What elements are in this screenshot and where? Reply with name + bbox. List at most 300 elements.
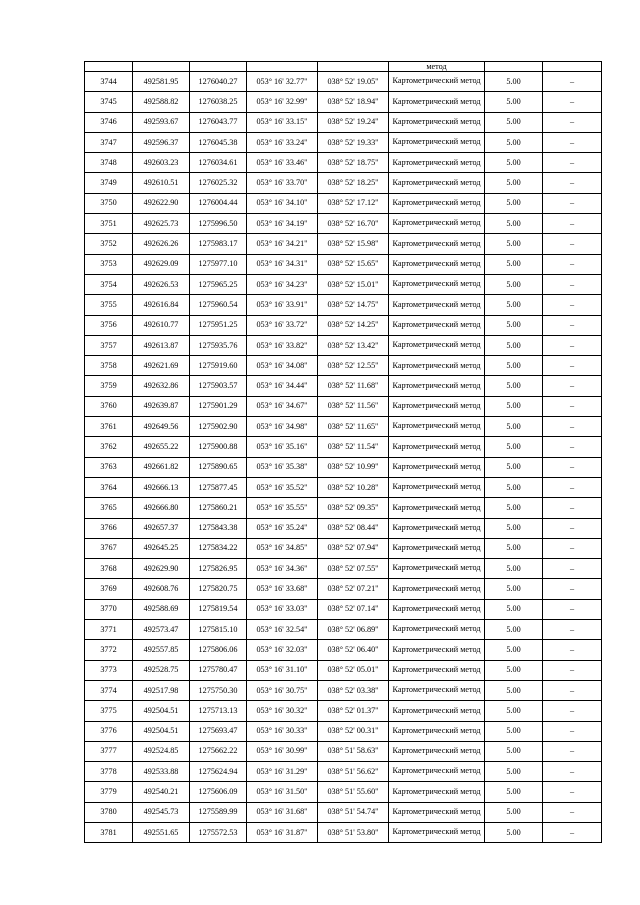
longitude-cell: 038° 52' 14.25" <box>318 315 389 335</box>
description-cell: – <box>543 620 602 640</box>
y-coordinate-cell: 1275589.99 <box>190 802 247 822</box>
accuracy-cell: 5.00 <box>485 193 543 213</box>
accuracy-cell: 5.00 <box>485 782 543 802</box>
table-row <box>85 234 602 254</box>
latitude-cell: 053° 16' 33.15" <box>247 112 318 132</box>
latitude-cell: 053° 16' 30.99" <box>247 741 318 761</box>
description-cell: – <box>543 376 602 396</box>
accuracy-cell: 5.00 <box>485 396 543 416</box>
longitude-cell: 038° 52' 05.01" <box>318 660 389 680</box>
point-number-cell: 3759 <box>85 376 133 396</box>
y-coordinate-cell: 1276040.27 <box>190 72 247 92</box>
point-number-cell: 3762 <box>85 437 133 457</box>
x-coordinate-cell: 492629.09 <box>133 254 190 274</box>
x-coordinate-cell: 492626.53 <box>133 274 190 294</box>
header-cell <box>247 62 318 72</box>
longitude-cell: 038° 52' 03.38" <box>318 680 389 700</box>
latitude-cell: 053° 16' 31.29" <box>247 762 318 782</box>
table-row <box>85 153 602 173</box>
accuracy-cell: 5.00 <box>485 538 543 558</box>
x-coordinate-cell: 492639.87 <box>133 396 190 416</box>
x-coordinate-cell: 492625.73 <box>133 214 190 234</box>
table-row <box>85 335 602 355</box>
description-cell: – <box>543 640 602 660</box>
description-cell: – <box>543 457 602 477</box>
table-row <box>85 762 602 782</box>
y-coordinate-cell: 1275843.38 <box>190 518 247 538</box>
continued-header-row <box>85 62 602 72</box>
accuracy-cell: 5.00 <box>485 640 543 660</box>
point-number-cell: 3776 <box>85 721 133 741</box>
y-coordinate-cell: 1275693.47 <box>190 721 247 741</box>
point-number-cell: 3772 <box>85 640 133 660</box>
latitude-cell: 053° 16' 35.38" <box>247 457 318 477</box>
latitude-cell: 053° 16' 31.68" <box>247 802 318 822</box>
accuracy-cell: 5.00 <box>485 295 543 315</box>
description-cell: – <box>543 234 602 254</box>
x-coordinate-cell: 492649.56 <box>133 417 190 437</box>
x-coordinate-cell: 492603.23 <box>133 153 190 173</box>
accuracy-cell: 5.00 <box>485 660 543 680</box>
y-coordinate-cell: 1276004.44 <box>190 193 247 213</box>
longitude-cell: 038° 51' 54.74" <box>318 802 389 822</box>
y-coordinate-cell: 1275713.13 <box>190 701 247 721</box>
latitude-cell: 053° 16' 35.24" <box>247 518 318 538</box>
description-cell: – <box>543 822 602 842</box>
accuracy-cell: 5.00 <box>485 437 543 457</box>
accuracy-cell: 5.00 <box>485 214 543 234</box>
description-cell: – <box>543 396 602 416</box>
y-coordinate-cell: 1275877.45 <box>190 477 247 497</box>
longitude-cell: 038° 51' 56.62" <box>318 762 389 782</box>
accuracy-cell: 5.00 <box>485 822 543 842</box>
description-cell: – <box>543 153 602 173</box>
table-row <box>85 173 602 193</box>
longitude-cell: 038° 52' 19.24" <box>318 112 389 132</box>
table-row <box>85 274 602 294</box>
table-row <box>85 620 602 640</box>
point-number-cell: 3767 <box>85 538 133 558</box>
accuracy-cell: 5.00 <box>485 72 543 92</box>
method-cell: Картометрический метод <box>389 437 485 457</box>
method-cell: Картометрический метод <box>389 660 485 680</box>
method-cell: Картометрический метод <box>389 254 485 274</box>
method-cell: Картометрический метод <box>389 762 485 782</box>
accuracy-cell: 5.00 <box>485 579 543 599</box>
longitude-cell: 038° 52' 10.28" <box>318 477 389 497</box>
accuracy-cell: 5.00 <box>485 680 543 700</box>
method-cell: Картометрический метод <box>389 640 485 660</box>
method-cell: Картометрический метод <box>389 721 485 741</box>
latitude-cell: 053° 16' 33.82" <box>247 335 318 355</box>
latitude-cell: 053° 16' 35.55" <box>247 498 318 518</box>
x-coordinate-cell: 492657.37 <box>133 518 190 538</box>
header-cell <box>190 62 247 72</box>
y-coordinate-cell: 1275815.10 <box>190 620 247 640</box>
latitude-cell: 053° 16' 35.52" <box>247 477 318 497</box>
table-row <box>85 132 602 152</box>
y-coordinate-cell: 1275860.21 <box>190 498 247 518</box>
x-coordinate-cell: 492661.82 <box>133 457 190 477</box>
point-number-cell: 3775 <box>85 701 133 721</box>
description-cell: – <box>543 274 602 294</box>
point-number-cell: 3779 <box>85 782 133 802</box>
description-cell: – <box>543 173 602 193</box>
table-row <box>85 112 602 132</box>
point-number-cell: 3773 <box>85 660 133 680</box>
latitude-cell: 053° 16' 34.23" <box>247 274 318 294</box>
longitude-cell: 038° 51' 53.80" <box>318 822 389 842</box>
table-row <box>85 254 602 274</box>
y-coordinate-cell: 1275572.53 <box>190 822 247 842</box>
method-cell: Картометрический метод <box>389 782 485 802</box>
x-coordinate-cell: 492596.37 <box>133 132 190 152</box>
point-number-cell: 3748 <box>85 153 133 173</box>
method-cell: Картометрический метод <box>389 153 485 173</box>
accuracy-cell: 5.00 <box>485 234 543 254</box>
point-number-cell: 3766 <box>85 518 133 538</box>
coordinates-table <box>84 61 602 843</box>
latitude-cell: 053° 16' 30.32" <box>247 701 318 721</box>
table-row <box>85 538 602 558</box>
latitude-cell: 053° 16' 33.68" <box>247 579 318 599</box>
description-cell: – <box>543 701 602 721</box>
header-cell: метод <box>389 62 485 72</box>
latitude-cell: 053° 16' 34.31" <box>247 254 318 274</box>
table-row <box>85 376 602 396</box>
point-number-cell: 3769 <box>85 579 133 599</box>
method-cell: Картометрический метод <box>389 132 485 152</box>
x-coordinate-cell: 492632.86 <box>133 376 190 396</box>
y-coordinate-cell: 1276034.61 <box>190 153 247 173</box>
y-coordinate-cell: 1275901.29 <box>190 396 247 416</box>
longitude-cell: 038° 52' 18.94" <box>318 92 389 112</box>
table-row <box>85 599 602 619</box>
x-coordinate-cell: 492613.87 <box>133 335 190 355</box>
accuracy-cell: 5.00 <box>485 559 543 579</box>
point-number-cell: 3744 <box>85 72 133 92</box>
y-coordinate-cell: 1275935.76 <box>190 335 247 355</box>
y-coordinate-cell: 1275951.25 <box>190 315 247 335</box>
description-cell: – <box>543 538 602 558</box>
latitude-cell: 053° 16' 32.03" <box>247 640 318 660</box>
latitude-cell: 053° 16' 34.36" <box>247 559 318 579</box>
method-cell: Картометрический метод <box>389 274 485 294</box>
description-cell: – <box>543 599 602 619</box>
y-coordinate-cell: 1276045.38 <box>190 132 247 152</box>
point-number-cell: 3751 <box>85 214 133 234</box>
y-coordinate-cell: 1275890.65 <box>190 457 247 477</box>
point-number-cell: 3752 <box>85 234 133 254</box>
table-row <box>85 518 602 538</box>
y-coordinate-cell: 1275900.88 <box>190 437 247 457</box>
latitude-cell: 053° 16' 33.91" <box>247 295 318 315</box>
y-coordinate-cell: 1276038.25 <box>190 92 247 112</box>
longitude-cell: 038° 52' 15.65" <box>318 254 389 274</box>
x-coordinate-cell: 492504.51 <box>133 721 190 741</box>
header-cell <box>543 62 602 72</box>
point-number-cell: 3763 <box>85 457 133 477</box>
description-cell: – <box>543 254 602 274</box>
table-row <box>85 802 602 822</box>
description-cell: – <box>543 498 602 518</box>
y-coordinate-cell: 1275965.25 <box>190 274 247 294</box>
method-cell: Картометрический метод <box>389 680 485 700</box>
latitude-cell: 053° 16' 34.44" <box>247 376 318 396</box>
description-cell: – <box>543 132 602 152</box>
latitude-cell: 053° 16' 34.85" <box>247 538 318 558</box>
latitude-cell: 053° 16' 33.46" <box>247 153 318 173</box>
point-number-cell: 3765 <box>85 498 133 518</box>
y-coordinate-cell: 1275983.17 <box>190 234 247 254</box>
x-coordinate-cell: 492517.98 <box>133 680 190 700</box>
y-coordinate-cell: 1275819.54 <box>190 599 247 619</box>
x-coordinate-cell: 492616.84 <box>133 295 190 315</box>
y-coordinate-cell: 1276043.77 <box>190 112 247 132</box>
longitude-cell: 038° 52' 19.05" <box>318 72 389 92</box>
point-number-cell: 3758 <box>85 356 133 376</box>
latitude-cell: 053° 16' 30.33" <box>247 721 318 741</box>
x-coordinate-cell: 492528.75 <box>133 660 190 680</box>
point-number-cell: 3781 <box>85 822 133 842</box>
method-cell: Картометрический метод <box>389 822 485 842</box>
table-row <box>85 701 602 721</box>
y-coordinate-cell: 1275919.60 <box>190 356 247 376</box>
latitude-cell: 053° 16' 34.10" <box>247 193 318 213</box>
accuracy-cell: 5.00 <box>485 92 543 112</box>
latitude-cell: 053° 16' 31.10" <box>247 660 318 680</box>
header-cell <box>85 62 133 72</box>
accuracy-cell: 5.00 <box>485 802 543 822</box>
x-coordinate-cell: 492608.76 <box>133 579 190 599</box>
table-row <box>85 193 602 213</box>
description-cell: – <box>543 335 602 355</box>
longitude-cell: 038° 52' 11.54" <box>318 437 389 457</box>
latitude-cell: 053° 16' 30.75" <box>247 680 318 700</box>
x-coordinate-cell: 492610.51 <box>133 173 190 193</box>
description-cell: – <box>543 477 602 497</box>
x-coordinate-cell: 492621.69 <box>133 356 190 376</box>
longitude-cell: 038° 52' 12.55" <box>318 356 389 376</box>
point-number-cell: 3745 <box>85 92 133 112</box>
description-cell: – <box>543 72 602 92</box>
latitude-cell: 053° 16' 31.87" <box>247 822 318 842</box>
latitude-cell: 053° 16' 32.77" <box>247 72 318 92</box>
method-cell: Картометрический метод <box>389 214 485 234</box>
accuracy-cell: 5.00 <box>485 173 543 193</box>
latitude-cell: 053° 16' 33.70" <box>247 173 318 193</box>
x-coordinate-cell: 492626.26 <box>133 234 190 254</box>
description-cell: – <box>543 417 602 437</box>
accuracy-cell: 5.00 <box>485 274 543 294</box>
description-cell: – <box>543 214 602 234</box>
method-cell: Картометрический метод <box>389 193 485 213</box>
accuracy-cell: 5.00 <box>485 376 543 396</box>
method-cell: Картометрический метод <box>389 335 485 355</box>
method-cell: Картометрический метод <box>389 376 485 396</box>
description-cell: – <box>543 782 602 802</box>
x-coordinate-cell: 492573.47 <box>133 620 190 640</box>
point-number-cell: 3749 <box>85 173 133 193</box>
point-number-cell: 3764 <box>85 477 133 497</box>
accuracy-cell: 5.00 <box>485 335 543 355</box>
accuracy-cell: 5.00 <box>485 620 543 640</box>
method-cell: Картометрический метод <box>389 802 485 822</box>
method-cell: Картометрический метод <box>389 417 485 437</box>
header-cell <box>485 62 543 72</box>
x-coordinate-cell: 492540.21 <box>133 782 190 802</box>
longitude-cell: 038° 52' 06.89" <box>318 620 389 640</box>
table-row <box>85 477 602 497</box>
description-cell: – <box>543 92 602 112</box>
y-coordinate-cell: 1275780.47 <box>190 660 247 680</box>
method-cell: Картометрический метод <box>389 92 485 112</box>
longitude-cell: 038° 52' 13.42" <box>318 335 389 355</box>
point-number-cell: 3774 <box>85 680 133 700</box>
x-coordinate-cell: 492545.73 <box>133 802 190 822</box>
x-coordinate-cell: 492524.85 <box>133 741 190 761</box>
method-cell: Картометрический метод <box>389 234 485 254</box>
longitude-cell: 038° 52' 19.33" <box>318 132 389 152</box>
method-cell: Картометрический метод <box>389 396 485 416</box>
x-coordinate-cell: 492645.25 <box>133 538 190 558</box>
longitude-cell: 038° 52' 11.65" <box>318 417 389 437</box>
point-number-cell: 3755 <box>85 295 133 315</box>
latitude-cell: 053° 16' 31.50" <box>247 782 318 802</box>
method-cell: Картометрический метод <box>389 315 485 335</box>
longitude-cell: 038° 52' 00.31" <box>318 721 389 741</box>
latitude-cell: 053° 16' 34.98" <box>247 417 318 437</box>
accuracy-cell: 5.00 <box>485 721 543 741</box>
accuracy-cell: 5.00 <box>485 599 543 619</box>
x-coordinate-cell: 492588.82 <box>133 92 190 112</box>
x-coordinate-cell: 492557.85 <box>133 640 190 660</box>
y-coordinate-cell: 1275662.22 <box>190 741 247 761</box>
accuracy-cell: 5.00 <box>485 132 543 152</box>
longitude-cell: 038° 52' 07.21" <box>318 579 389 599</box>
point-number-cell: 3761 <box>85 417 133 437</box>
point-number-cell: 3750 <box>85 193 133 213</box>
table-row <box>85 396 602 416</box>
y-coordinate-cell: 1275820.75 <box>190 579 247 599</box>
method-cell: Картометрический метод <box>389 112 485 132</box>
method-cell: Картометрический метод <box>389 173 485 193</box>
description-cell: – <box>543 680 602 700</box>
accuracy-cell: 5.00 <box>485 701 543 721</box>
description-cell: – <box>543 437 602 457</box>
point-number-cell: 3753 <box>85 254 133 274</box>
table-row <box>85 295 602 315</box>
method-cell: Картометрический метод <box>389 498 485 518</box>
method-cell: Картометрический метод <box>389 620 485 640</box>
y-coordinate-cell: 1275977.10 <box>190 254 247 274</box>
longitude-cell: 038° 52' 01.37" <box>318 701 389 721</box>
x-coordinate-cell: 492610.77 <box>133 315 190 335</box>
table-row <box>85 782 602 802</box>
description-cell: – <box>543 721 602 741</box>
accuracy-cell: 5.00 <box>485 498 543 518</box>
accuracy-cell: 5.00 <box>485 315 543 335</box>
method-cell: Картометрический метод <box>389 538 485 558</box>
table-row <box>85 214 602 234</box>
table-row <box>85 640 602 660</box>
point-number-cell: 3777 <box>85 741 133 761</box>
y-coordinate-cell: 1275606.09 <box>190 782 247 802</box>
table-row <box>85 579 602 599</box>
x-coordinate-cell: 492504.51 <box>133 701 190 721</box>
y-coordinate-cell: 1275826.95 <box>190 559 247 579</box>
latitude-cell: 053° 16' 34.67" <box>247 396 318 416</box>
description-cell: – <box>543 112 602 132</box>
table-row <box>85 680 602 700</box>
description-cell: – <box>543 295 602 315</box>
description-cell: – <box>543 193 602 213</box>
method-cell: Картометрический метод <box>389 559 485 579</box>
table-row <box>85 741 602 761</box>
header-cell <box>318 62 389 72</box>
longitude-cell: 038° 52' 07.14" <box>318 599 389 619</box>
point-number-cell: 3757 <box>85 335 133 355</box>
y-coordinate-cell: 1275806.06 <box>190 640 247 660</box>
table-row <box>85 822 602 842</box>
accuracy-cell: 5.00 <box>485 112 543 132</box>
point-number-cell: 3754 <box>85 274 133 294</box>
table-row <box>85 315 602 335</box>
table-row <box>85 72 602 92</box>
x-coordinate-cell: 492588.69 <box>133 599 190 619</box>
y-coordinate-cell: 1275902.90 <box>190 417 247 437</box>
accuracy-cell: 5.00 <box>485 457 543 477</box>
table-row <box>85 498 602 518</box>
x-coordinate-cell: 492629.90 <box>133 559 190 579</box>
latitude-cell: 053° 16' 33.03" <box>247 599 318 619</box>
table-row <box>85 437 602 457</box>
longitude-cell: 038° 52' 15.98" <box>318 234 389 254</box>
table-row <box>85 559 602 579</box>
table-row <box>85 92 602 112</box>
method-cell: Картометрический метод <box>389 356 485 376</box>
description-cell: – <box>543 762 602 782</box>
longitude-cell: 038° 52' 18.25" <box>318 173 389 193</box>
table-row <box>85 721 602 741</box>
point-number-cell: 3747 <box>85 132 133 152</box>
longitude-cell: 038° 52' 11.68" <box>318 376 389 396</box>
longitude-cell: 038° 52' 09.35" <box>318 498 389 518</box>
x-coordinate-cell: 492655.22 <box>133 437 190 457</box>
description-cell: – <box>543 315 602 335</box>
table-row <box>85 356 602 376</box>
table-row <box>85 457 602 477</box>
x-coordinate-cell: 492533.88 <box>133 762 190 782</box>
x-coordinate-cell: 492622.90 <box>133 193 190 213</box>
latitude-cell: 053° 16' 33.72" <box>247 315 318 335</box>
header-cell <box>133 62 190 72</box>
longitude-cell: 038° 52' 07.94" <box>318 538 389 558</box>
point-number-cell: 3778 <box>85 762 133 782</box>
point-number-cell: 3780 <box>85 802 133 822</box>
latitude-cell: 053° 16' 32.99" <box>247 92 318 112</box>
point-number-cell: 3768 <box>85 559 133 579</box>
y-coordinate-cell: 1275960.54 <box>190 295 247 315</box>
x-coordinate-cell: 492551.65 <box>133 822 190 842</box>
description-cell: – <box>543 802 602 822</box>
accuracy-cell: 5.00 <box>485 518 543 538</box>
x-coordinate-cell: 492666.80 <box>133 498 190 518</box>
point-number-cell: 3770 <box>85 599 133 619</box>
longitude-cell: 038° 52' 18.75" <box>318 153 389 173</box>
longitude-cell: 038° 52' 10.99" <box>318 457 389 477</box>
longitude-cell: 038° 52' 14.75" <box>318 295 389 315</box>
